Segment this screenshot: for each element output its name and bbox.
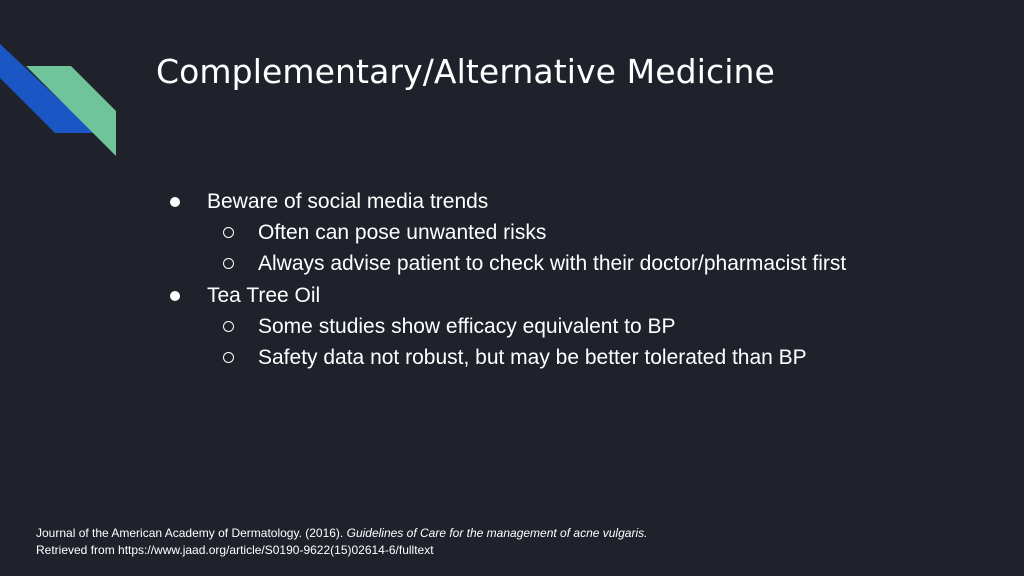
citation-prefix: Journal of the American Academy of Dermatology. (2016). — [36, 526, 347, 540]
sub-bullet-text: Some studies show efficacy equivalent to BP — [258, 314, 676, 338]
corner-ribbon-decoration — [0, 0, 130, 170]
hollow-bullet-icon — [223, 258, 234, 269]
sub-bullet-text: Always advise patient to check with their doctor/pharmacist first — [258, 252, 847, 276]
hollow-bullet-icon — [223, 321, 234, 332]
sub-bullet-text: Often can pose unwanted risks — [258, 221, 547, 245]
filled-bullet-icon — [170, 197, 180, 207]
hollow-bullet-icon — [223, 227, 234, 238]
hollow-bullet-icon — [223, 352, 234, 363]
slide-title: Complementary/Alternative Medicine — [156, 52, 775, 91]
citation-footnote — [36, 525, 656, 559]
bullet-text: Tea Tree Oil — [207, 283, 321, 307]
filled-bullet-icon — [170, 291, 180, 301]
citation-italic-title: Guidelines of Care for the management of acne vulgaris. — [346, 526, 648, 540]
sub-bullet-text: Safety data not robust, but may be better tolerated than BP — [258, 345, 807, 369]
citation-suffix: Retrieved from https://www.jaad.org/article/S0190-9622(15)02614-6/fulltext — [36, 543, 434, 557]
bullet-text: Beware of social media trends — [207, 190, 489, 213]
